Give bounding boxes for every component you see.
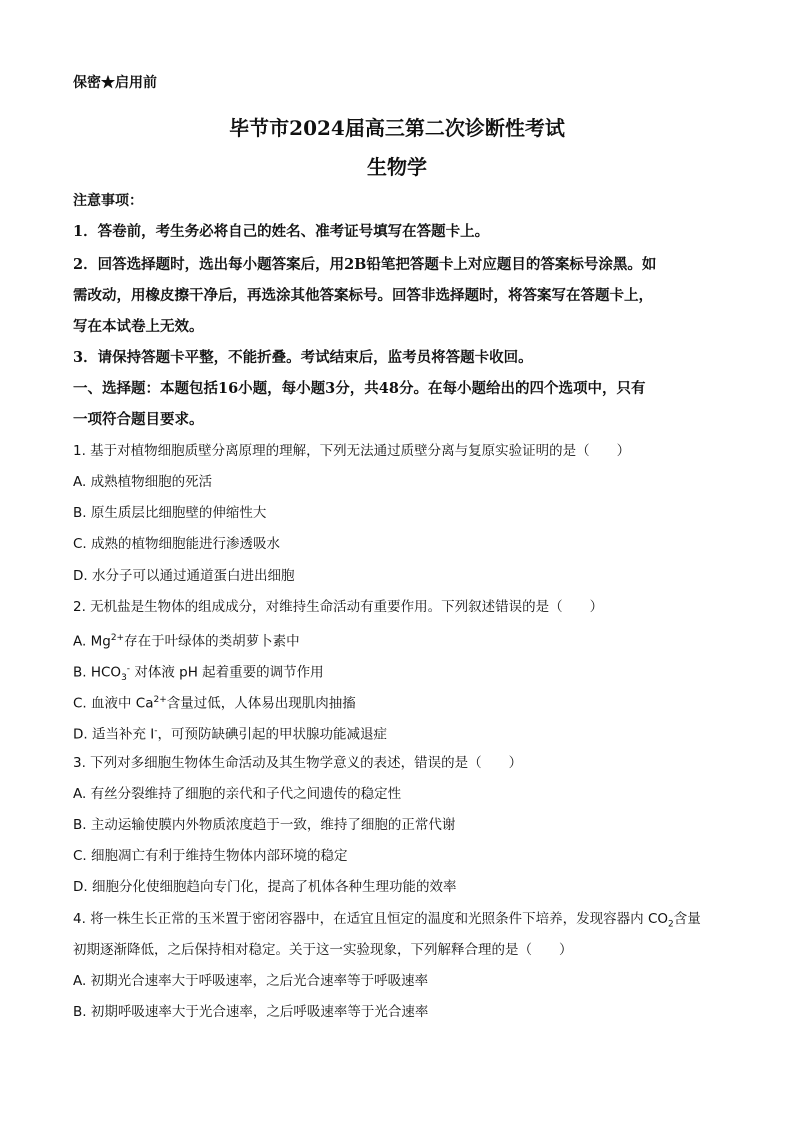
question-3-stem: 3. 下列对多细胞生物体生命活动及其生物学意义的表述，错误的是（ ） <box>73 755 523 771</box>
option-c-text: C. 血液中 Ca <box>73 695 154 712</box>
question-2-option-c <box>73 690 728 714</box>
question-2-stem: 2. 无机盐是生物体的组成成分，对维持生命活动有重要作用。下列叙述错误的是（ ） <box>73 599 604 615</box>
stem-text: 4. 将一株生长正常的玉米置于密闭容器中，在适宜且恒定的温度和光照条件下培养，发现容器内 CO <box>73 911 669 927</box>
section-heading: 一、选择题：本题包括16小题，每小题3分，共48分。在每小题给出的四个选项中，只有 <box>73 380 646 397</box>
question-2-option-b <box>73 659 728 688</box>
question-4-option-b: B. 初期呼吸速率大于光合速率，之后呼吸速率等于光合速率 <box>73 1004 429 1020</box>
notice-item-2-end: 写在本试卷上无效。 <box>73 318 204 335</box>
subject-title: 生物学 <box>367 155 427 179</box>
notice-item-2-cont: 需改动，用橡皮擦干净后，再选涂其他答案标号。回答非选择题时，将答案写在答题卡上， <box>73 287 653 304</box>
notice-heading: 注意事项： <box>73 193 143 209</box>
option-a-text-rest: 存在于叶绿体的类胡萝卜素中 <box>124 633 300 650</box>
question-4-stem-cont: 初期逐渐降低，之后保持相对稳定。关于这一实验现象，下列解释合理的是（ ） <box>73 942 573 958</box>
ion-charge: 2+ <box>110 633 125 643</box>
notice-item-1: 1．答卷前，考生务必将自己的姓名、准考证号填写在答题卡上。 <box>73 223 490 240</box>
option-a-text: A. Mg <box>73 633 111 650</box>
question-4-stem <box>73 909 728 935</box>
question-3-option-b: B. 主动运输使膜内外物质浓度趋于一致，维持了细胞的正常代谢 <box>73 817 456 833</box>
ion-subscript: 3 <box>121 673 127 684</box>
question-1-option-c: C. 成熟的植物细胞能进行渗透吸水 <box>73 536 281 552</box>
question-3-option-c: C. 细胞凋亡有利于维持生物体内部环境的稳定 <box>73 848 348 864</box>
option-d-text: D. 适当补充 I <box>73 726 155 743</box>
co2-subscript: 2 <box>668 919 674 930</box>
section-heading-cont: 一项符合题目要求。 <box>73 411 204 428</box>
ion-charge: - <box>154 726 158 736</box>
question-3-option-a: A. 有丝分裂维持了细胞的亲代和子代之间遗传的稳定性 <box>73 786 402 802</box>
question-4-option-a: A. 初期光合速率大于呼吸速率，之后光合速率等于呼吸速率 <box>73 973 429 989</box>
option-b-text: B. HCO <box>73 664 122 681</box>
question-1-option-d: D. 水分子可以通过通道蛋白进出细胞 <box>73 568 295 584</box>
notice-item-3: 3．请保持答题卡平整，不能折叠。考试结束后，监考员将答题卡收回。 <box>73 349 533 366</box>
ion-charge: - <box>126 664 131 674</box>
ion-charge: 2+ <box>153 695 167 705</box>
question-2-option-a <box>73 628 728 652</box>
option-d-text-rest: ，可预防缺碘引起的甲状腺功能减退症 <box>157 726 388 743</box>
question-3-option-d: D. 细胞分化使细胞趋向专门化，提高了机体各种生理功能的效率 <box>73 879 457 895</box>
option-c-text-rest: 含量过低，人体易出现肌肉抽搐 <box>166 695 356 712</box>
stem-text-rest: 含量 <box>673 911 701 927</box>
confidential-mark: 保密★启用前 <box>73 75 157 91</box>
question-1-option-b: B. 原生质层比细胞壁的伸缩性大 <box>73 505 267 521</box>
question-2-option-d <box>73 721 728 745</box>
question-1-stem: 1. 基于对植物细胞质壁分离原理的理解，下列无法通过质壁分离与复原实验证明的是（ ） <box>73 443 631 459</box>
notice-item-2: 2．回答选择题时，选出每小题答案后，用2B铅笔把答题卡上对应题目的答案标号涂黑。如 <box>73 256 657 273</box>
question-1-option-a: A. 成熟植物细胞的死活 <box>73 474 213 490</box>
exam-title: 毕节市2024届高三第二次诊断性考试 <box>229 116 565 140</box>
option-b-text-rest: 对体液 pH 起着重要的调节作用 <box>130 664 324 681</box>
